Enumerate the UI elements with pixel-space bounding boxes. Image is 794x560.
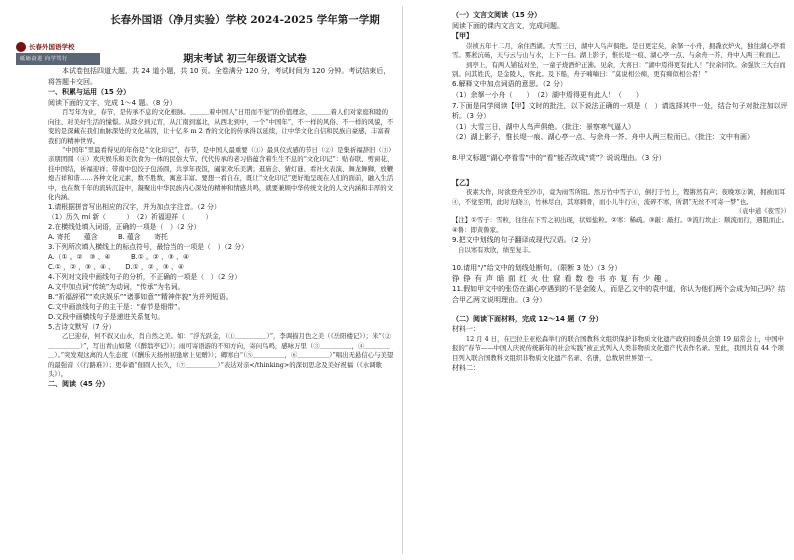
question-5: 5.古诗文默写（7 分）	[48, 323, 116, 332]
material-1-label: 材料一：	[452, 325, 480, 334]
material-2-label: 材料二：	[452, 363, 480, 372]
answer-space	[452, 306, 790, 314]
question-11: 11.假如甲文中的张岱在湖心亭遇到的不是金陵人，而是乙文中的袁中道，你认为他们两个会成为知己吗？结合甲乙两文说明理由。（3 分）	[452, 285, 786, 304]
material-1-text: 12 月 4 日，在巴拉圭亚松森举行的联合国教科文组织保护非物质文化遗产政府间委员会第 19 届常会上，中国申报的“春节——中国人庆祝传统新年的社会实践”被正式列入人类非物质文化遗产代表作名录。至此，我国共有 44 个项目列入联合国教科文组织非物质文化遗产名录、名册，总数居世界第一。	[452, 334, 785, 362]
right-content	[452, 10, 790, 374]
classical-reading-heading: （一）文言文阅读（15 分）	[452, 11, 542, 19]
exam-title-line1: 长春外国语（净月实验）学校 2024-2025 学年第一学期	[110, 14, 380, 26]
poem-recitation-block: 乙巳迎春，何不叙又山水，肖自然之美。如：“浮光跃金，（①＿＿＿＿＿）”，李调描月色之美（《岳阳楼记》）；米“（②＿＿＿＿＿）”，写出青山如黛（《醉翁亭记》）；雨可寄语游的不知方向，寄问鸟鸣，感咏万里（③＿＿＿＿＿，④＿＿＿＿＿）。”突发观这离的人生态度（《酬乐天扬州初逢席上见赠》）；卿寒白“（⑤＿＿＿＿＿，⑥＿＿＿＿＿）”唱出无悬信心与美望的最强音（《行路难》）；更奉诵“佃圆人长久，（⑦＿＿＿＿＿）”表达对亲</thinking>的深切思念及美好祝福（《水调歌头》）。	[48, 332, 394, 379]
question-9: 9.把文中划线的句子翻译成现代汉语。（2 分）	[452, 236, 595, 245]
question-7-item-1: （1）大雪三日，湖中人鸟声俱绝。（批注：景察寒气逼人）	[452, 122, 635, 131]
question-6: 6.解释文中加点词语的意思。（2 分）	[452, 80, 567, 89]
answer-space	[452, 255, 790, 263]
section1-heading: 一、积累与运用（15 分）	[48, 88, 131, 97]
text-jia-paragraph-1: 崇祯五年十二月，余住西湖。大雪三日，湖中人鸟声俱绝。是日更定矣，余拏一小舟，拥毳衣炉火，独往湖心亭看雪。雾凇沆砀，天与云与山与水，上下一白。湖上影子，惟长堤一痕、湖心亭一点、与余舟一芥、舟中人两三粒而已。	[452, 41, 786, 60]
text-jia-label: 【甲】	[452, 32, 473, 41]
question-10: 10.请用“/”给文中的划线处断句。（限断 3 处）（3 分）	[452, 264, 622, 273]
left-content	[48, 66, 394, 390]
question-4-option-a: A.文中加点词“传统”为动词，“传承”为名词。	[48, 283, 185, 292]
logo-text: 长春外国语学校	[29, 43, 75, 51]
passage-paragraph-1: 百写年为业，春节，是传承不息的文化根脉。＿＿＿着中国人“日用而不觉”的价值理念，＿＿＿着人们对家庭和睦的向往、对美好生活的憧憬。从除夕到元宵，从江南到塞北，从西北到中，一个“中国年”，不一样的风俗、不一样的风貌，不变的是深藏在我们血脉深处的文化基因，让十亿多 m 2 香的文化的传承得以延续，让中华文化自信和民族自豪感，丰富着我们的精神世界。	[48, 108, 394, 145]
question-3: 3.下列所次填入横线上的标点符号，最恰当的一项是（ ）（2 分）	[48, 243, 248, 252]
section1-intro: 阅读下面的文字，完成 1～4 题。（8 分）	[48, 98, 177, 107]
answer-space	[452, 143, 790, 153]
question-4-option-d: D.文段中画横线句子是递进关系复句。	[48, 313, 165, 322]
right-column	[408, 0, 794, 560]
logo-header	[16, 40, 100, 53]
passage-paragraph-2: “中国年”里最看得见的年俗是“文化印记”，春节，是中国人最重要（①）最具仪式感的节日（②）是集祈福辞旧（③）亲朋团圆（④）欢庆娱乐和美饮食为一体的民俗大节。代代传承的老习俗蕴含着生生不息的“文化印记”：贴春联、剪窗花、挂中国结，祈福迎祥；带南中包饺子包汤圆，共享年夜饭，阖家欢乐美满；逛庙会、猜灯谜、看社火表演、舞龙舞狮，放鞭炮吉祥和谐……各种文化元素，数不胜数，寓意丰富。要想一看自在，既让“文化印记”更好地呈现在人们的面前，融入生活中，也在数千年的流转沉淀中，凝聚出中华民族内心深处的精神和情感共鸣，就要兼顾中华传统文化的人文内涵和丰厚的文化内涵。	[48, 146, 394, 202]
question-3-options-cd: C.① ，② ，③ 、④ 、 D.① ，② ，③ 、④	[48, 263, 184, 272]
text-jia-paragraph-2: 到亭上，有两人铺毡对坐，一童子烧酒炉正沸。见余，大喜曰：“湖中焉得更有此人！”拉余同饮。余强饮三大白而别。问其姓氏，是金陵人，客此。及下船，舟子喃喃曰：“莫说相公痴，更有痴似相公者！”	[452, 60, 786, 78]
question-1: 1.请根据拼音写出相应的汉字，并为加点字注音。（2 分）	[48, 203, 221, 212]
crest-icon	[16, 42, 26, 52]
question-4-option-c: C.文中画浪线句子的主干是：“春节是细带”。	[48, 303, 185, 312]
school-logo	[16, 40, 100, 64]
question-list	[48, 202, 394, 332]
exam-instructions: 本试卷包括四道大题，共 24 道小题，共 10 页。全卷满分 120 分，考试时间为 120 分钟。考试结束后，将答题卡交回。	[48, 67, 391, 86]
question-4: 4.下列对文段中画线句子的分析，不正确的一项是（ ）（2 分）	[48, 273, 242, 282]
question-10-sentence: 铮 铮 有 声 暗 面 红 火 仕 窟 看 数 卷 书 亦 复 有 少 趣 。	[452, 273, 674, 283]
question-7: 7.下面是同学阅读【甲】文时的批注，以下说法正确的一项是（ ）请选择其中一处，结合句子对批注加以评析。（3 分）	[452, 101, 788, 121]
question-4-option-b: B.“祈福辞邪”“欢庆娱乐”“诸事如意”“精神伴貌”为并列短语。	[48, 293, 233, 302]
text-yi-source: （袁中道《夜雪》）	[735, 206, 790, 215]
answer-space	[452, 164, 790, 178]
question-9-sentence: 自以寒有欢欣，绩至复丰。	[458, 245, 535, 254]
text-yi-paragraph: 夜素大作，时欲登舟至沙市，竟为雨雪所阻。然万竹中雪子①，倒打于竹上，铿锵然有声；夜晚寒②篱，拥被而耳④，不觉至明，此时光晓③，竹林尽白，其寒刺骨，而小儿牛行④，流碎不寒，所谓“无丝不可寄一梦”也。	[452, 188, 786, 206]
logo-motto: 砥砺奋进 向学笃行	[16, 53, 100, 65]
text-yi-label: 【乙】	[452, 178, 473, 187]
question-8: 8.甲文标题“湖心亭看雪”中的“看”能否改成“赏”？说说理由。（3 分）	[452, 153, 666, 162]
material-reading-heading: （二）阅读下面材料，完成 12～14 题（7 分）	[452, 314, 603, 323]
question-2: 2.在横线处填入词语，正确的一项是（ ）（2 分）	[48, 223, 201, 232]
column-divider	[402, 6, 403, 554]
question-1-items: （1）历久 mí 新（ ） （2）祈福迎祥（ ）	[48, 213, 213, 222]
exam-title-line2: 期末考试 初三年级语文试卷	[183, 54, 307, 65]
question-2-options: A. 寄托 蕴含 B. 蕴含 寄托	[48, 233, 168, 242]
question-7-item-2: （2）湖上影子，惟长堤一痕、湖心亭一点、与余舟一芥、舟中人两三粒而已。（批注：文中有画）	[452, 133, 754, 142]
question-3-options-ab: A.（① 。② ③ 、④ B.① 。② 、③ 、④	[48, 253, 190, 262]
classical-reading-intro: 阅读下面的课内文言文，完成问题。	[452, 21, 564, 30]
text-yi-notes: 【注】①雪子：雪粒，往往在下雪之初出现，状如盐粒。②寒：稀疏。③敲：敲打。③流行坎止：顺流而行，遇阻而止。④鲁：即黄鲁家。	[452, 216, 789, 234]
question-6-items: （1）余拏一小舟（ ） （2）湖中焉得更有此人！（ ）	[452, 91, 643, 99]
section2-heading: 二、阅读（45 分）	[48, 380, 110, 389]
